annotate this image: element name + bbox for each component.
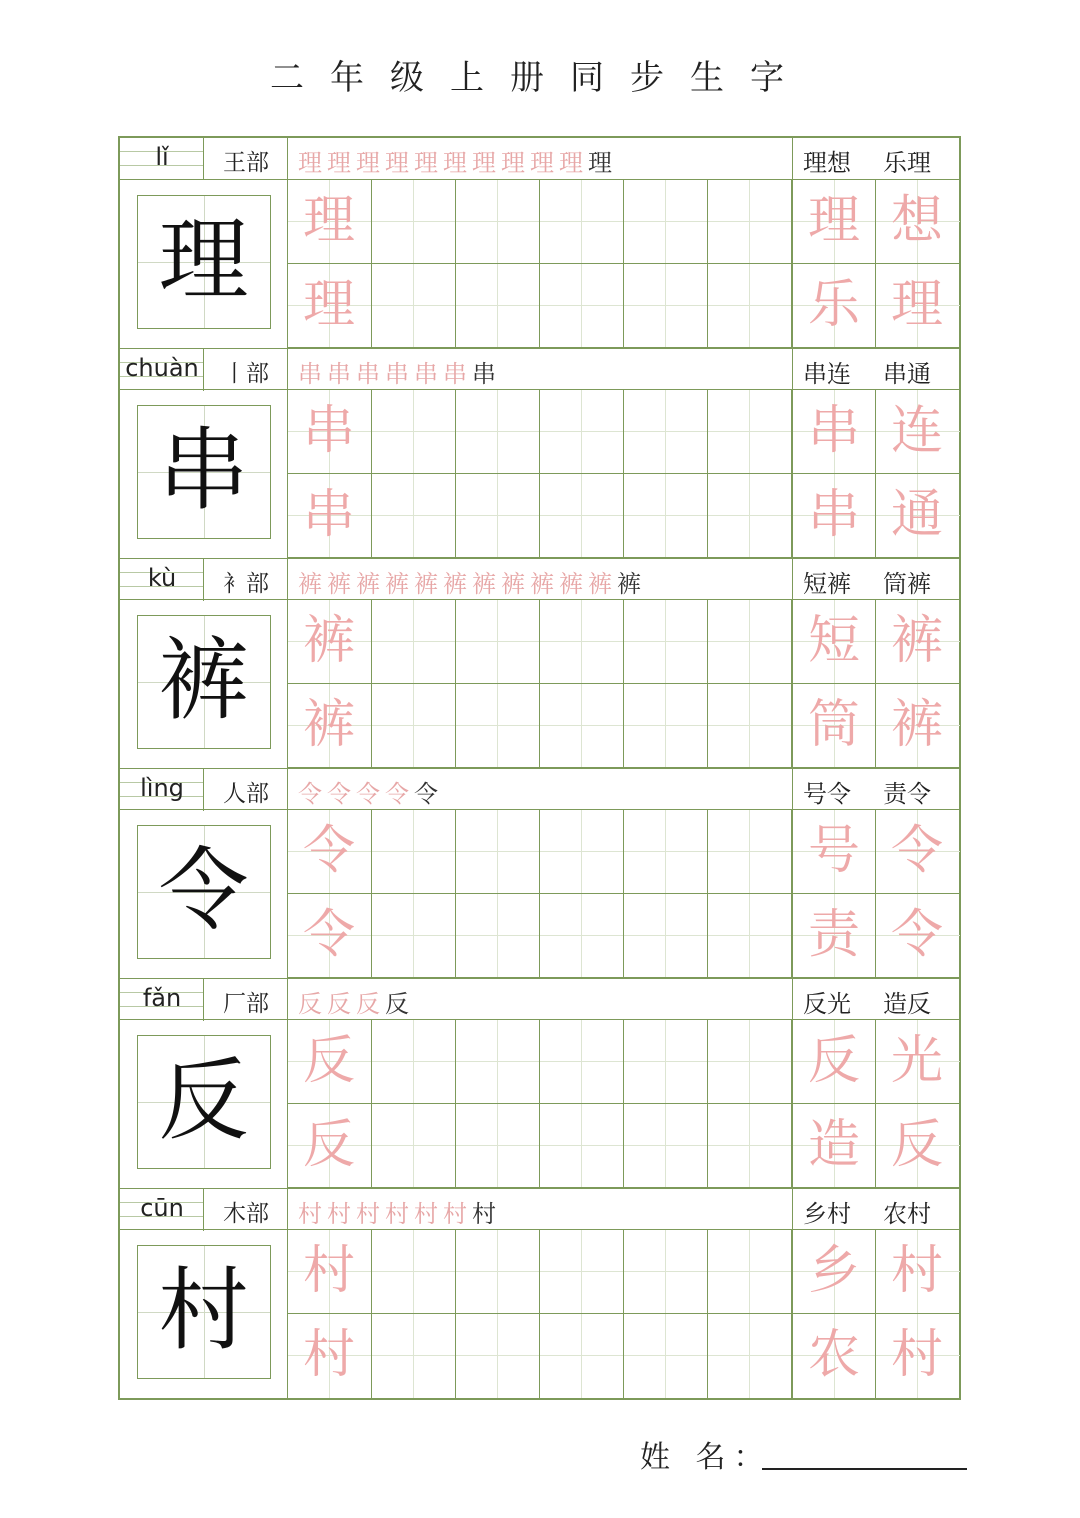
word-label: 筒裤 [883, 570, 931, 598]
writing-cell[interactable] [540, 894, 624, 978]
word-trace-cell[interactable] [792, 180, 876, 264]
stroke-step: 裤 [356, 570, 385, 596]
words-header [792, 1189, 959, 1231]
word-trace-cell[interactable] [792, 264, 876, 348]
character-header [120, 768, 959, 810]
word-trace-cell[interactable] [792, 1104, 876, 1188]
writing-cell[interactable] [540, 1020, 624, 1104]
writing-cell[interactable] [540, 1104, 624, 1188]
stroke-step: 理 [443, 149, 472, 175]
stroke-step: 裤 [617, 570, 646, 596]
stroke-order [298, 564, 788, 596]
trace-character: 乐 [807, 275, 860, 335]
trace-character: 串 [807, 401, 860, 461]
writing-cell[interactable] [372, 390, 456, 474]
trace-cell[interactable] [288, 600, 372, 684]
practice-sheet [118, 136, 961, 1400]
stroke-step: 村 [472, 1200, 501, 1226]
word-trace-cell[interactable] [876, 1020, 960, 1104]
word-trace-cell[interactable] [876, 180, 960, 264]
writing-cell[interactable] [540, 600, 624, 684]
stroke-step: 裤 [472, 570, 501, 596]
word-label: 乐理 [883, 149, 931, 177]
stroke-step: 反 [298, 990, 327, 1016]
trace-character: 短 [807, 611, 860, 671]
stroke-order [298, 984, 788, 1016]
radical: 王部 [223, 150, 269, 176]
trace-character: 筒 [807, 695, 860, 755]
word-trace-cell[interactable] [876, 600, 960, 684]
model-character-area [120, 390, 288, 559]
trace-cell[interactable] [288, 1104, 372, 1188]
stroke-step: 串 [298, 360, 327, 386]
trace-character: 乡 [807, 1241, 860, 1301]
writing-cell[interactable] [624, 264, 708, 348]
radical: 人部 [223, 781, 269, 807]
model-character-area [120, 180, 288, 349]
radical-box [204, 138, 288, 180]
trace-character: 理 [302, 191, 355, 251]
practice-grid [288, 390, 959, 559]
trace-cell[interactable] [288, 810, 372, 894]
trace-character: 责 [807, 905, 860, 965]
stroke-step: 裤 [530, 570, 559, 596]
writing-cell[interactable] [456, 1314, 540, 1398]
writing-cell[interactable] [708, 684, 792, 768]
trace-character: 反 [302, 1115, 355, 1175]
word-trace-cell[interactable] [876, 264, 960, 348]
stroke-order [298, 1194, 788, 1226]
model-character: 反 [158, 1048, 249, 1153]
writing-cell[interactable] [372, 684, 456, 768]
writing-cell[interactable] [372, 1314, 456, 1398]
writing-cell[interactable] [372, 1104, 456, 1188]
word-label: 短裤 [803, 570, 851, 598]
radical: 丨部 [223, 361, 269, 387]
stroke-step: 村 [414, 1200, 443, 1226]
word-trace-cell[interactable] [792, 810, 876, 894]
pinyin-box [120, 769, 204, 811]
writing-cell[interactable] [624, 1104, 708, 1188]
word-label: 号令 [803, 780, 851, 808]
writing-cell[interactable] [624, 684, 708, 768]
trace-character: 串 [807, 485, 860, 545]
trace-character: 村 [890, 1325, 943, 1385]
writing-cell[interactable] [456, 600, 540, 684]
writing-cell[interactable] [540, 474, 624, 558]
practice-grid [288, 180, 959, 349]
stroke-step: 令 [385, 780, 414, 806]
pinyin: kù [147, 564, 177, 592]
word-trace-cell[interactable] [876, 894, 960, 978]
stroke-step: 裤 [443, 570, 472, 596]
writing-cell[interactable] [624, 1230, 708, 1314]
character-header [120, 138, 959, 180]
model-character: 裤 [158, 628, 249, 733]
model-character-area [120, 1230, 288, 1399]
writing-cell[interactable] [372, 1230, 456, 1314]
character-block [120, 138, 959, 349]
character-block [120, 978, 959, 1189]
character-block [120, 768, 959, 979]
writing-cell[interactable] [708, 600, 792, 684]
trace-character: 反 [302, 1031, 355, 1091]
stroke-step: 理 [501, 149, 530, 175]
trace-cell[interactable] [288, 894, 372, 978]
word-label: 理想 [803, 149, 851, 177]
writing-cell[interactable] [708, 180, 792, 264]
writing-cell[interactable] [540, 1314, 624, 1398]
pinyin-box [120, 979, 204, 1021]
trace-character: 串 [302, 401, 355, 461]
word-label: 农村 [883, 1200, 931, 1228]
trace-character: 令 [890, 905, 943, 965]
radical-box [204, 1189, 288, 1231]
stroke-step: 串 [385, 360, 414, 386]
trace-character: 理 [890, 275, 943, 335]
word-trace-cell[interactable] [792, 894, 876, 978]
stroke-step: 理 [298, 149, 327, 175]
words-header [792, 349, 959, 391]
trace-character: 裤 [890, 695, 943, 755]
trace-cell[interactable] [288, 264, 372, 348]
word-trace-cell[interactable] [792, 390, 876, 474]
trace-character: 村 [302, 1325, 355, 1385]
word-trace-cell[interactable] [876, 1230, 960, 1314]
word-label: 反光 [803, 990, 851, 1018]
stroke-step: 裤 [559, 570, 588, 596]
stroke-step: 串 [443, 360, 472, 386]
model-character-box [137, 1245, 271, 1379]
trace-cell[interactable] [288, 684, 372, 768]
writing-cell[interactable] [624, 1020, 708, 1104]
character-header [120, 1188, 959, 1230]
stroke-step: 串 [472, 360, 501, 386]
stroke-step: 反 [356, 990, 385, 1016]
character-block [120, 1188, 959, 1399]
word-label: 责令 [883, 780, 931, 808]
stroke-step: 理 [385, 149, 414, 175]
writing-cell[interactable] [456, 894, 540, 978]
trace-cell[interactable] [288, 1314, 372, 1398]
word-trace-cell[interactable] [792, 1230, 876, 1314]
model-character: 理 [158, 208, 249, 313]
stroke-step: 理 [530, 149, 559, 175]
trace-cell[interactable] [288, 474, 372, 558]
trace-character: 村 [890, 1241, 943, 1301]
stroke-order [298, 354, 788, 386]
writing-cell[interactable] [708, 1020, 792, 1104]
trace-cell[interactable] [288, 180, 372, 264]
trace-character: 裤 [302, 611, 355, 671]
stroke-step: 理 [356, 149, 385, 175]
pinyin: lǐ [155, 143, 169, 171]
word-label: 串连 [803, 360, 851, 388]
stroke-step: 裤 [385, 570, 414, 596]
writing-cell[interactable] [372, 264, 456, 348]
writing-cell[interactable] [456, 810, 540, 894]
stroke-step: 令 [414, 780, 443, 806]
trace-character: 反 [890, 1115, 943, 1175]
character-block [120, 558, 959, 769]
word-trace-cell[interactable] [792, 1020, 876, 1104]
stroke-step: 串 [327, 360, 356, 386]
writing-cell[interactable] [708, 810, 792, 894]
writing-cell[interactable] [372, 474, 456, 558]
character-block [120, 348, 959, 559]
writing-cell[interactable] [540, 180, 624, 264]
pinyin-box [120, 559, 204, 601]
stroke-step: 令 [298, 780, 327, 806]
character-header [120, 978, 959, 1020]
stroke-step: 反 [327, 990, 356, 1016]
writing-cell[interactable] [708, 1230, 792, 1314]
trace-cell[interactable] [288, 1230, 372, 1314]
word-trace-cell[interactable] [876, 1314, 960, 1398]
radical-box [204, 349, 288, 391]
writing-cell[interactable] [708, 1314, 792, 1398]
writing-cell[interactable] [624, 180, 708, 264]
trace-character: 裤 [890, 611, 943, 671]
writing-cell[interactable] [456, 1104, 540, 1188]
word-trace-cell[interactable] [792, 684, 876, 768]
stroke-order [298, 774, 788, 806]
word-trace-cell[interactable] [876, 474, 960, 558]
trace-character: 通 [890, 485, 943, 545]
name-input-line[interactable] [762, 1468, 967, 1470]
stroke-step: 理 [472, 149, 501, 175]
stroke-step: 反 [385, 990, 414, 1016]
writing-cell[interactable] [456, 1230, 540, 1314]
trace-character: 理 [302, 275, 355, 335]
word-trace-cell[interactable] [876, 1104, 960, 1188]
word-trace-cell[interactable] [876, 810, 960, 894]
writing-cell[interactable] [708, 894, 792, 978]
trace-character: 光 [890, 1031, 943, 1091]
stroke-step: 令 [356, 780, 385, 806]
writing-cell[interactable] [456, 390, 540, 474]
stroke-step: 村 [327, 1200, 356, 1226]
radical-box [204, 769, 288, 811]
pinyin-box [120, 349, 204, 391]
writing-cell[interactable] [540, 810, 624, 894]
trace-character: 裤 [302, 695, 355, 755]
name-label: 姓 名： [640, 1440, 772, 1475]
trace-character: 令 [890, 821, 943, 881]
word-trace-cell[interactable] [792, 600, 876, 684]
stroke-step: 串 [414, 360, 443, 386]
model-character-box [137, 195, 271, 329]
model-character: 令 [158, 838, 249, 943]
writing-cell[interactable] [456, 474, 540, 558]
trace-character: 连 [890, 401, 943, 461]
trace-character: 令 [302, 905, 355, 965]
writing-cell[interactable] [624, 600, 708, 684]
pinyin: chuàn [125, 354, 199, 382]
words-header [792, 769, 959, 811]
trace-character: 想 [890, 191, 943, 251]
word-trace-cell[interactable] [876, 684, 960, 768]
writing-cell[interactable] [624, 1314, 708, 1398]
word-trace-cell[interactable] [792, 1314, 876, 1398]
writing-cell[interactable] [624, 894, 708, 978]
stroke-step: 裤 [298, 570, 327, 596]
writing-cell[interactable] [540, 390, 624, 474]
word-label: 乡村 [803, 1200, 851, 1228]
word-label: 串通 [883, 360, 931, 388]
stroke-step: 理 [327, 149, 356, 175]
stroke-step: 串 [356, 360, 385, 386]
stroke-step: 理 [588, 149, 617, 175]
radical-box [204, 559, 288, 601]
writing-cell[interactable] [372, 180, 456, 264]
model-character-area [120, 810, 288, 979]
model-character-box [137, 1035, 271, 1169]
model-character: 串 [158, 418, 249, 523]
word-trace-cell[interactable] [876, 390, 960, 474]
stroke-step: 村 [356, 1200, 385, 1226]
words-header [792, 559, 959, 601]
pinyin: cūn [140, 1194, 184, 1222]
trace-character: 村 [302, 1241, 355, 1301]
writing-cell[interactable] [456, 684, 540, 768]
practice-grid [288, 600, 959, 769]
stroke-step: 村 [298, 1200, 327, 1226]
model-character: 村 [158, 1258, 249, 1363]
word-trace-cell[interactable] [792, 474, 876, 558]
model-character-area [120, 600, 288, 769]
trace-character: 农 [807, 1325, 860, 1385]
trace-character: 理 [807, 191, 860, 251]
pinyin: lìng [140, 774, 184, 802]
trace-cell[interactable] [288, 390, 372, 474]
stroke-step: 裤 [414, 570, 443, 596]
model-character-box [137, 615, 271, 749]
words-header [792, 979, 959, 1021]
writing-cell[interactable] [372, 600, 456, 684]
writing-cell[interactable] [708, 264, 792, 348]
radical: 木部 [223, 1201, 269, 1227]
writing-cell[interactable] [456, 264, 540, 348]
writing-cell[interactable] [708, 390, 792, 474]
stroke-step: 理 [559, 149, 588, 175]
writing-cell[interactable] [372, 894, 456, 978]
practice-grid [288, 1020, 959, 1189]
writing-cell[interactable] [624, 390, 708, 474]
trace-character: 造 [807, 1115, 860, 1175]
writing-cell[interactable] [624, 810, 708, 894]
writing-cell[interactable] [540, 684, 624, 768]
stroke-step: 裤 [588, 570, 617, 596]
pinyin-box [120, 1189, 204, 1231]
writing-cell[interactable] [708, 474, 792, 558]
model-character-box [137, 405, 271, 539]
radical-box [204, 979, 288, 1021]
character-header [120, 348, 959, 390]
trace-character: 反 [807, 1031, 860, 1091]
writing-cell[interactable] [540, 1230, 624, 1314]
writing-cell[interactable] [708, 1104, 792, 1188]
stroke-step: 理 [414, 149, 443, 175]
model-character-area [120, 1020, 288, 1189]
writing-cell[interactable] [456, 1020, 540, 1104]
stroke-order [298, 143, 788, 175]
writing-cell[interactable] [624, 474, 708, 558]
pinyin: fǎn [142, 984, 182, 1012]
practice-grid [288, 810, 959, 979]
radical: 厂部 [223, 991, 269, 1017]
stroke-step: 裤 [327, 570, 356, 596]
stroke-step: 村 [385, 1200, 414, 1226]
stroke-step: 裤 [501, 570, 530, 596]
word-label: 造反 [883, 990, 931, 1018]
stroke-step: 令 [327, 780, 356, 806]
writing-cell[interactable] [456, 180, 540, 264]
practice-grid [288, 1230, 959, 1399]
page-title: 二年级上册同步生字 [270, 58, 810, 98]
character-header [120, 558, 959, 600]
trace-character: 令 [302, 821, 355, 881]
writing-cell[interactable] [372, 810, 456, 894]
trace-character: 串 [302, 485, 355, 545]
words-header [792, 138, 959, 180]
pinyin-box [120, 138, 204, 180]
trace-character: 号 [807, 821, 860, 881]
model-character-box [137, 825, 271, 959]
writing-cell[interactable] [540, 264, 624, 348]
trace-cell[interactable] [288, 1020, 372, 1104]
radical: 衤部 [223, 571, 269, 597]
writing-cell[interactable] [372, 1020, 456, 1104]
stroke-step: 村 [443, 1200, 472, 1226]
